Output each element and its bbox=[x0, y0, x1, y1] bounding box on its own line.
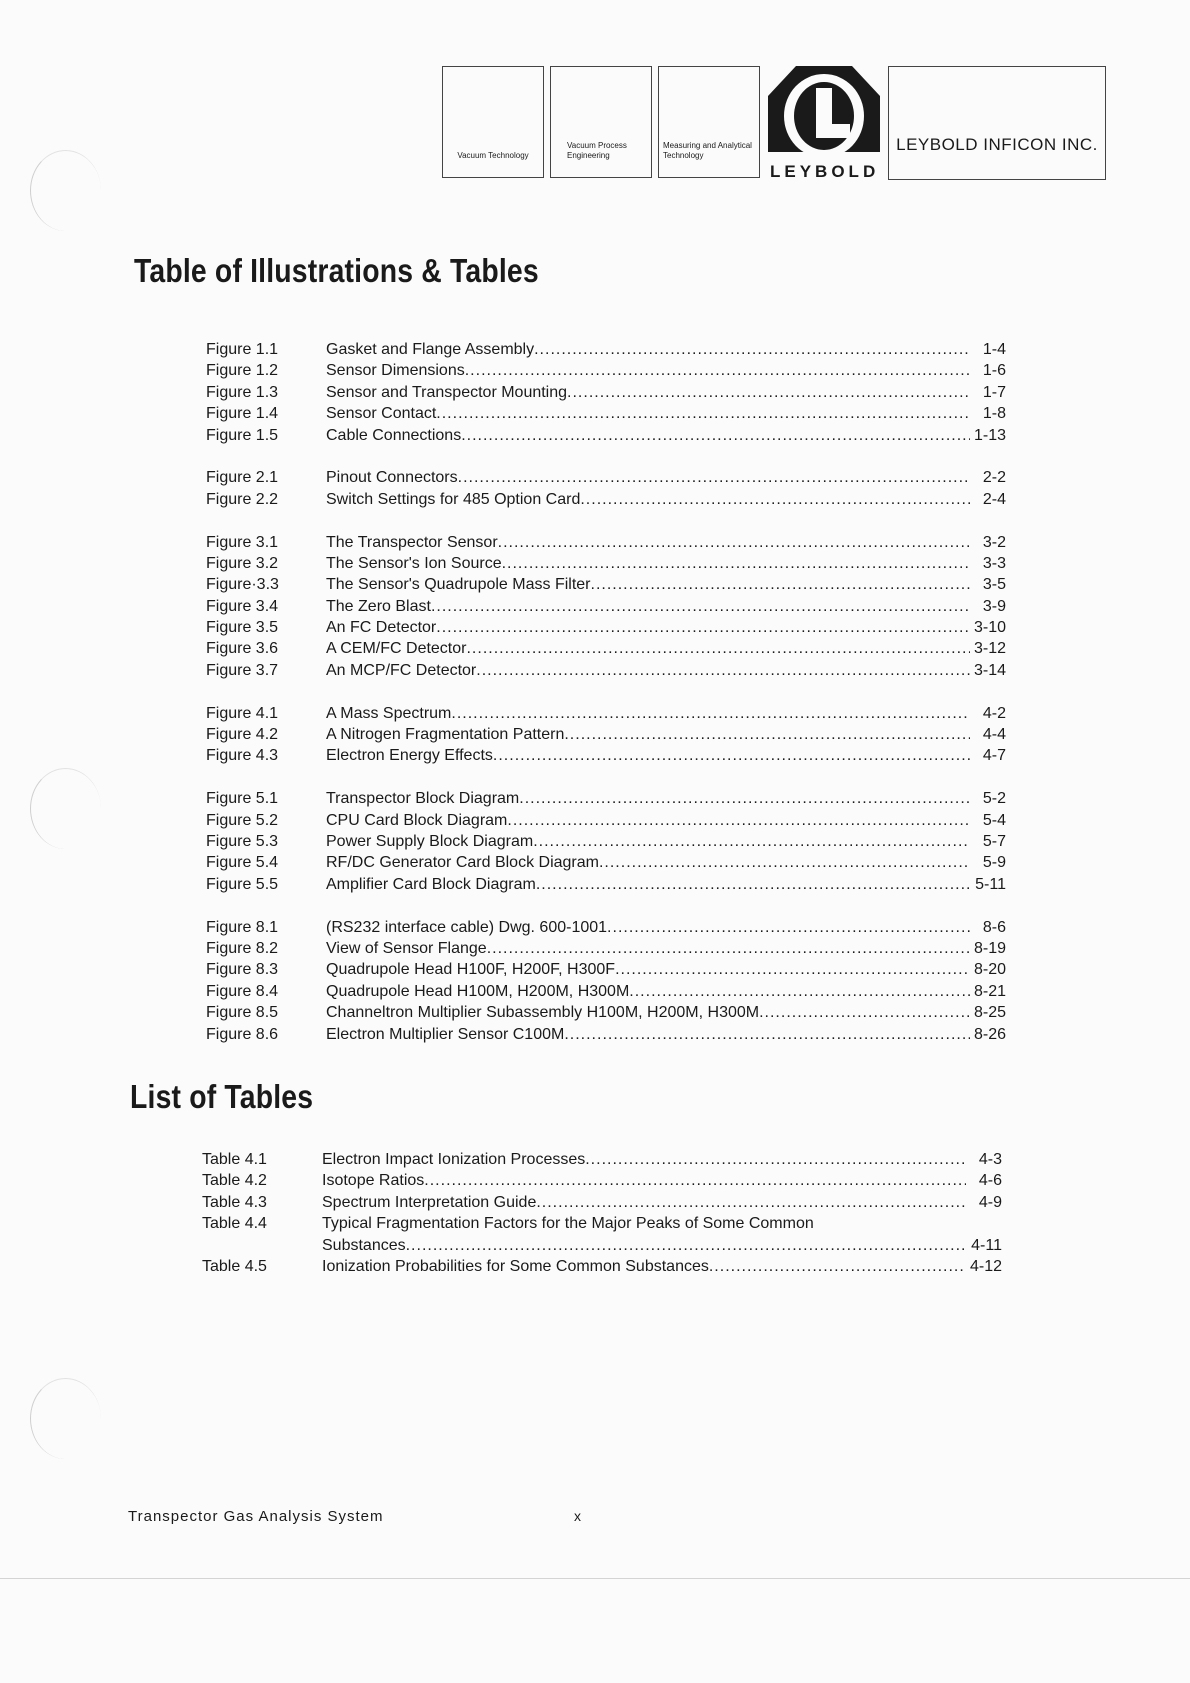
toc-entry-title-wrap bbox=[326, 384, 970, 402]
toc-entry-title-wrap bbox=[326, 961, 970, 979]
toc-entry-title-wrap bbox=[322, 1172, 966, 1190]
group-gap bbox=[206, 512, 1006, 533]
toc-entry-title: Ionization Probabilities for Some Common Substances bbox=[322, 1257, 709, 1275]
toc-entry-number: Figure 4.1 bbox=[206, 704, 279, 722]
toc-entry-title-continued: Substances bbox=[322, 1236, 406, 1254]
toc-entry-number: Figure 5.1 bbox=[206, 790, 279, 808]
toc-entry-title-wrap bbox=[326, 619, 970, 637]
toc-entry-number: Table 4.4 bbox=[202, 1215, 267, 1233]
dot-leader bbox=[487, 940, 970, 958]
illustrations-heading: Table of Illustrations & Tables bbox=[134, 252, 539, 289]
toc-entry-page: 8-20 bbox=[973, 961, 1006, 979]
toc-entry-title-wrap bbox=[322, 1151, 966, 1169]
toc-entry-page: 8-19 bbox=[973, 939, 1006, 957]
toc-entry-number: Figure 1.1 bbox=[206, 341, 279, 358]
toc-entry-page: 3-10 bbox=[973, 619, 1006, 637]
toc-entry-title: Sensor Dimensions bbox=[326, 362, 465, 380]
toc-entry-page: 4-11 bbox=[971, 1236, 1002, 1254]
toc-entry-page: 3-14 bbox=[973, 661, 1006, 679]
toc-entry-page: 4-7 bbox=[982, 747, 1006, 765]
toc-entry-page: 4-4 bbox=[982, 726, 1006, 744]
toc-entry-title: Electron Energy Effects bbox=[326, 747, 493, 765]
toc-entry-title: Gasket and Flange Assembly bbox=[326, 341, 535, 358]
toc-entry-number: Figure·3.3 bbox=[206, 576, 279, 594]
toc-entry-page: 1-13 bbox=[973, 426, 1006, 444]
dot-leader bbox=[476, 662, 970, 680]
dot-leader bbox=[591, 576, 971, 594]
toc-entry-title: Channeltron Multiplier Subassembly H100M, H200M, H300M bbox=[326, 1004, 760, 1022]
dot-leader bbox=[465, 362, 970, 380]
toc-entry-title-wrap bbox=[326, 833, 970, 851]
letterhead bbox=[442, 66, 1106, 182]
toc-entry-title: Cable Connections bbox=[326, 426, 462, 444]
toc-entry-number: Figure 5.3 bbox=[206, 832, 279, 850]
dot-leader bbox=[493, 747, 970, 765]
toc-entry-title-wrap bbox=[326, 876, 970, 894]
punch-hole bbox=[30, 768, 101, 849]
toc-entry-title-wrap bbox=[326, 854, 970, 872]
dot-leader bbox=[406, 1237, 966, 1255]
toc-entry-title-wrap bbox=[326, 598, 970, 616]
toc-entry-title-wrap bbox=[326, 790, 970, 808]
toc-entry-page: 4-9 bbox=[978, 1193, 1002, 1211]
toc-entry-page: 5-9 bbox=[982, 854, 1006, 872]
toc-entry-number: Figure 3.1 bbox=[206, 533, 279, 551]
toc-entry-number: Table 4.3 bbox=[202, 1193, 267, 1211]
toc-row bbox=[206, 854, 1006, 875]
toc-entry-number: Figure 4.2 bbox=[206, 726, 279, 744]
group-gap bbox=[206, 448, 1006, 469]
toc-entry-number: Figure 2.1 bbox=[206, 469, 279, 487]
toc-entry-title: Power Supply Block Diagram bbox=[326, 832, 534, 850]
toc-entry-number: Table 4.5 bbox=[202, 1257, 267, 1275]
dot-leader bbox=[536, 1194, 966, 1212]
toc-entry-title: RF/DC Generator Card Block Diagram bbox=[326, 854, 599, 872]
toc-entry-title-wrap bbox=[326, 469, 970, 487]
toc-row bbox=[206, 469, 1006, 490]
dot-leader bbox=[436, 405, 970, 423]
toc-entry-title: A CEM/FC Detector bbox=[326, 640, 467, 658]
toc-entry-number: Figure 1.4 bbox=[206, 405, 279, 423]
company-name: LEYBOLD INFICON INC. bbox=[888, 66, 1106, 180]
toc-entry-page: 3-2 bbox=[982, 533, 1006, 551]
toc-entry-title-wrap bbox=[326, 534, 970, 552]
dot-leader bbox=[431, 598, 970, 616]
toc-entry-title: Transpector Block Diagram bbox=[326, 790, 520, 808]
toc-row bbox=[206, 491, 1006, 512]
toc-entry-title: Spectrum Interpretation Guide bbox=[322, 1193, 537, 1211]
toc-entry-page: 4-12 bbox=[969, 1257, 1002, 1275]
dot-leader bbox=[580, 491, 970, 509]
toc-entry-page: 4-3 bbox=[978, 1151, 1002, 1168]
dot-leader bbox=[564, 726, 970, 744]
toc-entry-number: Figure 8.4 bbox=[206, 982, 279, 1000]
toc-row bbox=[206, 341, 1006, 362]
leybold-logo bbox=[766, 66, 882, 182]
dot-leader bbox=[507, 812, 970, 830]
toc-entry-page: 3-5 bbox=[982, 576, 1006, 594]
toc-entry-title: Amplifier Card Block Diagram bbox=[326, 875, 536, 893]
toc-entry-title: Switch Settings for 485 Option Card bbox=[326, 490, 581, 508]
toc-entry-title-wrap bbox=[326, 491, 970, 509]
toc-entry-number: Figure 3.4 bbox=[206, 597, 279, 615]
toc-row bbox=[202, 1194, 1002, 1215]
toc-entry-page: 3-3 bbox=[982, 554, 1006, 572]
toc-entry-page: 8-6 bbox=[982, 918, 1006, 936]
dot-leader bbox=[629, 983, 970, 1001]
toc-row bbox=[206, 876, 1006, 897]
dot-leader bbox=[536, 876, 970, 894]
dot-leader bbox=[567, 384, 970, 402]
figures-list bbox=[206, 341, 1006, 1047]
page-number: x bbox=[574, 1508, 581, 1524]
toc-entry-number: Figure 4.3 bbox=[206, 747, 279, 765]
toc-row bbox=[206, 747, 1006, 768]
toc-row bbox=[202, 1258, 1002, 1279]
toc-entry-page: 2-2 bbox=[982, 469, 1006, 487]
toc-entry-page: 8-21 bbox=[973, 982, 1006, 1000]
toc-entry-title: Typical Fragmentation Factors for the Major Peaks of Some Common bbox=[322, 1215, 814, 1233]
toc-row bbox=[206, 983, 1006, 1004]
toc-row-continuation bbox=[202, 1237, 1002, 1258]
toc-entry-page: 1-4 bbox=[982, 341, 1006, 358]
toc-row bbox=[206, 555, 1006, 576]
leybold-logo-icon bbox=[766, 66, 882, 162]
toc-entry-page: 5-2 bbox=[982, 790, 1006, 808]
toc-entry-title-wrap bbox=[326, 747, 970, 765]
dot-leader bbox=[534, 341, 970, 359]
toc-row bbox=[202, 1151, 1002, 1172]
toc-entry-number: Figure 5.2 bbox=[206, 811, 279, 829]
toc-entry-title-wrap bbox=[326, 555, 970, 573]
tables-heading: List of Tables bbox=[130, 1078, 314, 1115]
toc-entry-page: 3-12 bbox=[973, 640, 1006, 658]
dot-leader bbox=[502, 555, 970, 573]
toc-entry-title: An FC Detector bbox=[326, 619, 437, 637]
dot-leader bbox=[585, 1151, 966, 1169]
toc-row bbox=[206, 534, 1006, 555]
toc-entry-page: 1-6 bbox=[982, 362, 1006, 380]
toc-entry-title-wrap bbox=[326, 812, 970, 830]
tables-list bbox=[202, 1151, 1002, 1279]
toc-row bbox=[206, 919, 1006, 940]
toc-entry-title-wrap bbox=[322, 1215, 966, 1233]
toc-entry-number: Figure 8.1 bbox=[206, 918, 279, 936]
group-gap bbox=[206, 769, 1006, 790]
dot-leader bbox=[436, 619, 970, 637]
dot-leader bbox=[498, 534, 970, 552]
toc-entry-title-wrap bbox=[326, 405, 970, 423]
dot-leader bbox=[607, 919, 970, 937]
toc-entry-number: Figure 1.2 bbox=[206, 362, 279, 380]
dot-leader bbox=[759, 1004, 970, 1022]
dot-leader bbox=[461, 427, 970, 445]
toc-entry-number: Figure 5.5 bbox=[206, 875, 279, 893]
toc-row bbox=[206, 705, 1006, 726]
toc-entry-title: A Mass Spectrum bbox=[326, 704, 452, 722]
toc-row bbox=[206, 833, 1006, 854]
toc-entry-page: 1-8 bbox=[982, 405, 1006, 423]
toc-entry-page: 8-25 bbox=[973, 1004, 1006, 1022]
toc-entry-title: View of Sensor Flange bbox=[326, 939, 487, 957]
toc-row bbox=[206, 961, 1006, 982]
toc-entry-number: Figure 8.3 bbox=[206, 961, 279, 979]
toc-entry-page: 5-7 bbox=[982, 832, 1006, 850]
dot-leader bbox=[451, 705, 970, 723]
toc-entry-page: 2-4 bbox=[982, 490, 1006, 508]
toc-entry-number: Figure 5.4 bbox=[206, 854, 279, 872]
toc-entry-page: 3-9 bbox=[982, 597, 1006, 615]
punch-hole bbox=[30, 1378, 101, 1459]
toc-row bbox=[202, 1172, 1002, 1193]
toc-entry-title: Pinout Connectors bbox=[326, 469, 458, 487]
toc-entry-number: Figure 3.2 bbox=[206, 554, 279, 572]
toc-entry-title: The Sensor's Quadrupole Mass Filter bbox=[326, 576, 591, 594]
dot-leader bbox=[599, 854, 970, 872]
punch-hole bbox=[30, 150, 101, 231]
toc-entry-number: Table 4.1 bbox=[202, 1151, 267, 1168]
toc-row bbox=[206, 726, 1006, 747]
toc-entry-title-wrap bbox=[322, 1194, 966, 1212]
toc-entry-number: Figure 3.5 bbox=[206, 619, 279, 637]
dot-leader bbox=[615, 961, 970, 979]
toc-entry-title: Quadrupole Head H100M, H200M, H300M bbox=[326, 982, 630, 1000]
toc-entry-title-wrap bbox=[326, 919, 970, 937]
logo-wordmark: LEYBOLD bbox=[770, 162, 880, 181]
toc-entry-title: Quadrupole Head H100F, H200F, H300F bbox=[326, 961, 616, 979]
toc-entry-number: Figure 3.7 bbox=[206, 661, 279, 679]
toc-entry-title: Isotope Ratios bbox=[322, 1172, 425, 1190]
toc-row bbox=[206, 640, 1006, 661]
toc-entry-title: The Zero Blast bbox=[326, 597, 431, 615]
dot-leader bbox=[564, 1026, 970, 1044]
dot-leader bbox=[519, 790, 970, 808]
toc-entry-title: A Nitrogen Fragmentation Pattern bbox=[326, 726, 565, 744]
toc-entry-page: 4-2 bbox=[982, 704, 1006, 722]
header-box-measuring: Measuring and Analytical Technology bbox=[658, 66, 760, 178]
toc-row bbox=[206, 790, 1006, 811]
toc-row bbox=[206, 619, 1006, 640]
toc-entry-title: Electron Impact Ionization Processes bbox=[322, 1151, 586, 1168]
toc-row bbox=[206, 1004, 1006, 1025]
toc-entry-title-wrap bbox=[326, 427, 970, 445]
toc-entry-number: Table 4.2 bbox=[202, 1172, 267, 1190]
toc-entry-title-wrap bbox=[326, 726, 970, 744]
toc-entry-page: 5-11 bbox=[975, 875, 1006, 893]
toc-entry-number: Figure 1.5 bbox=[206, 426, 279, 444]
toc-row bbox=[206, 940, 1006, 961]
toc-entry-title: An MCP/FC Detector bbox=[326, 661, 477, 679]
toc-entry-title: The Transpector Sensor bbox=[326, 533, 498, 551]
toc-entry-title-wrap bbox=[326, 940, 970, 958]
toc-row bbox=[206, 384, 1006, 405]
dot-leader bbox=[709, 1258, 966, 1276]
toc-row bbox=[206, 812, 1006, 833]
toc-entry-title: Electron Multiplier Sensor C100M bbox=[326, 1025, 565, 1043]
group-gap bbox=[206, 897, 1006, 918]
toc-row bbox=[206, 576, 1006, 597]
toc-entry-title-wrap bbox=[326, 1004, 970, 1022]
toc-entry-title: Sensor Contact bbox=[326, 405, 437, 423]
toc-entry-title: (RS232 interface cable) Dwg. 600-1001 bbox=[326, 918, 608, 936]
toc-entry-title-wrap bbox=[322, 1237, 966, 1255]
toc-entry-number: Figure 1.3 bbox=[206, 383, 279, 401]
dot-leader bbox=[533, 833, 970, 851]
toc-entry-title-wrap bbox=[326, 640, 970, 658]
toc-entry-page: 4-6 bbox=[978, 1172, 1002, 1190]
toc-entry-number: Figure 8.5 bbox=[206, 1004, 279, 1022]
toc-entry-title-wrap bbox=[326, 662, 970, 680]
group-gap bbox=[206, 683, 1006, 704]
toc-entry-number: Figure 8.6 bbox=[206, 1025, 279, 1043]
toc-entry-page: 5-4 bbox=[982, 811, 1006, 829]
header-box-vacuum-technology: Vacuum Technology bbox=[442, 66, 544, 178]
toc-entry-title-wrap bbox=[326, 983, 970, 1001]
toc-entry-title: Sensor and Transpector Mounting bbox=[326, 383, 568, 401]
toc-row bbox=[206, 1026, 1006, 1047]
toc-entry-title-wrap bbox=[326, 362, 970, 380]
toc-entry-number: Figure 8.2 bbox=[206, 939, 279, 957]
dot-leader bbox=[466, 640, 970, 658]
toc-entry-title-wrap bbox=[326, 1026, 970, 1044]
toc-row bbox=[206, 405, 1006, 426]
header-box-vacuum-process: Vacuum Process Engineering bbox=[550, 66, 652, 178]
page-edge-line bbox=[0, 1578, 1190, 1579]
toc-entry-title-wrap bbox=[326, 705, 970, 723]
toc-row bbox=[202, 1215, 1002, 1236]
toc-entry-page: 1-7 bbox=[982, 383, 1006, 401]
toc-entry-title-wrap bbox=[322, 1258, 966, 1276]
toc-entry-number: Figure 2.2 bbox=[206, 490, 279, 508]
toc-entry-title-wrap bbox=[326, 341, 970, 359]
toc-entry-title-wrap bbox=[326, 576, 970, 594]
dot-leader bbox=[458, 469, 970, 487]
toc-entry-number: Figure 3.6 bbox=[206, 640, 279, 658]
toc-row bbox=[206, 427, 1006, 448]
toc-row bbox=[206, 598, 1006, 619]
toc-row bbox=[206, 362, 1006, 383]
toc-entry-page: 8-26 bbox=[973, 1025, 1006, 1043]
footer-title: Transpector Gas Analysis System bbox=[128, 1508, 384, 1525]
dot-leader bbox=[424, 1172, 966, 1190]
toc-row bbox=[206, 662, 1006, 683]
toc-entry-title: The Sensor's Ion Source bbox=[326, 554, 502, 572]
toc-entry-title: CPU Card Block Diagram bbox=[326, 811, 508, 829]
